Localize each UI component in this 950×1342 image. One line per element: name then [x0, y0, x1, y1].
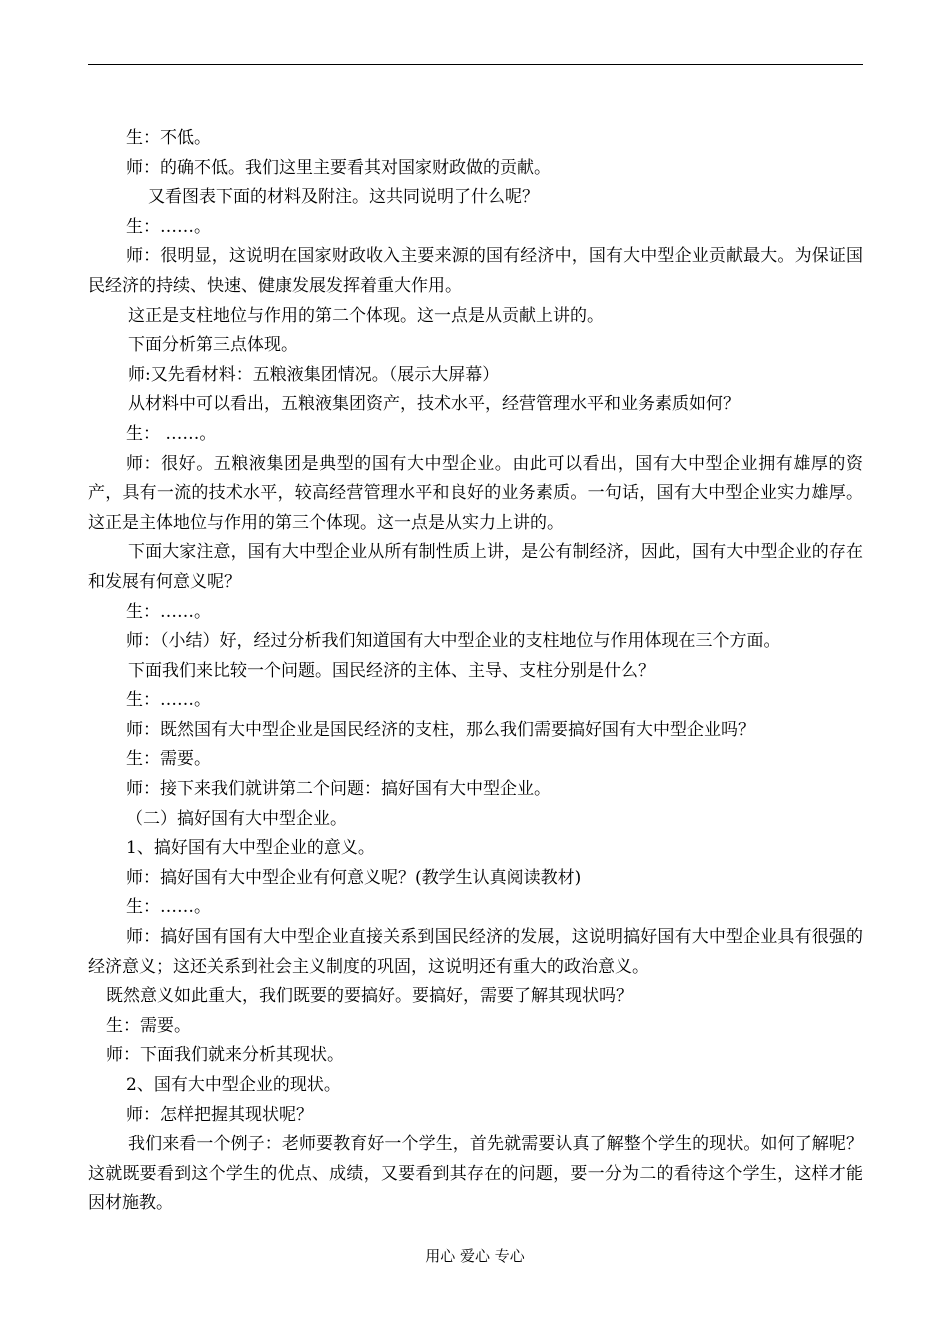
paragraph: 这正是支柱地位与作用的第二个体现。这一点是从贡献上讲的。 — [128, 305, 604, 326]
paragraph: 生：需要。 — [126, 749, 211, 770]
paragraph: 我们来看一个例子：老师要教育好一个学生，首先就需要认真了解整个学生的现状。如何了解呢？这就既要看到这个学生的优点、成绩，又要看到其存在的问题，要一分为二的看待这个学生，这样才能因材施教。 — [88, 1134, 863, 1214]
paragraph: 下面分析第三点体现。 — [128, 335, 298, 356]
paragraph: 生：……。 — [126, 690, 211, 711]
paragraph: 生：……。 — [126, 897, 211, 918]
paragraph: 从材料中可以看出，五粮液集团资产，技术水平，经营管理水平和业务素质如何？ — [128, 394, 740, 415]
paragraph: 生：……。 — [126, 216, 211, 237]
paragraph: 生：需要。 — [106, 1015, 191, 1036]
paragraph: 又看图表下面的材料及附注。这共同说明了什么呢？ — [148, 187, 539, 208]
document-body — [88, 124, 863, 1219]
header-rule — [88, 64, 863, 65]
paragraph: 师:又先看材料：五粮液集团情况。（展示大屏幕） — [128, 364, 500, 385]
paragraph: 师：搞好国有国有大中型企业直接关系到国民经济的发展，这说明搞好国有大中型企业具有很强的经济意义；这还关系到社会主义制度的巩固，这说明还有重大的政治意义。 — [88, 927, 863, 977]
paragraph: 生：……。 — [126, 601, 211, 622]
paragraph: 下面我们来比较一个问题。国民经济的主体、主导、支柱分别是什么？ — [128, 660, 655, 681]
paragraph: 师：怎样把握其现状呢？ — [126, 1104, 313, 1125]
paragraph: 下面大家注意，国有大中型企业从所有制性质上讲，是公有制经济，因此，国有大中型企业的存在和发展有何意义呢？ — [88, 542, 863, 592]
paragraph: （二）搞好国有大中型企业。 — [126, 808, 347, 829]
paragraph: 师：很明显，这说明在国家财政收入主要来源的国有经济中，国有大中型企业贡献最大。为保证国民经济的持续、快速、健康发展发挥着重大作用。 — [88, 246, 863, 296]
paragraph: 师：下面我们就来分析其现状。 — [106, 1045, 344, 1066]
paragraph: 师：的确不低。我们这里主要看其对国家财政做的贡献。 — [126, 157, 551, 178]
paragraph: 师：既然国有大中型企业是国民经济的支柱，那么我们需要搞好国有大中型企业吗？ — [126, 719, 755, 740]
page-footer: 用心 爱心 专心 — [425, 1247, 525, 1265]
paragraph: 师：搞好国有大中型企业有何意义呢？(教学生认真阅读教材) — [126, 867, 582, 888]
paragraph: 1、搞好国有大中型企业的意义。 — [126, 838, 375, 859]
paragraph: 生：不低。 — [126, 128, 211, 148]
paragraph: 既然意义如此重大，我们既要的要搞好。要搞好，需要了解其现状吗？ — [106, 986, 633, 1007]
paragraph: 师：（小结）好，经过分析我们知道国有大中型企业的支柱地位与作用体现在三个方面。 — [126, 631, 781, 652]
paragraph: 师：接下来我们就讲第二个问题：搞好国有大中型企业。 — [126, 779, 551, 800]
paragraph: 师：很好。五粮液集团是典型的国有大中型企业。由此可以看出，国有大中型企业拥有雄厚的资产，具有一流的技术水平，较高经营管理水平和良好的业务素质。一句话，国有大中型企业实力雄厚。这正是主体地位与作用的第三个体现。这一点是从实力上讲的。 — [88, 453, 863, 533]
paragraph: 生： ……。 — [126, 423, 217, 444]
paragraph: 2、国有大中型企业的现状。 — [126, 1075, 341, 1095]
